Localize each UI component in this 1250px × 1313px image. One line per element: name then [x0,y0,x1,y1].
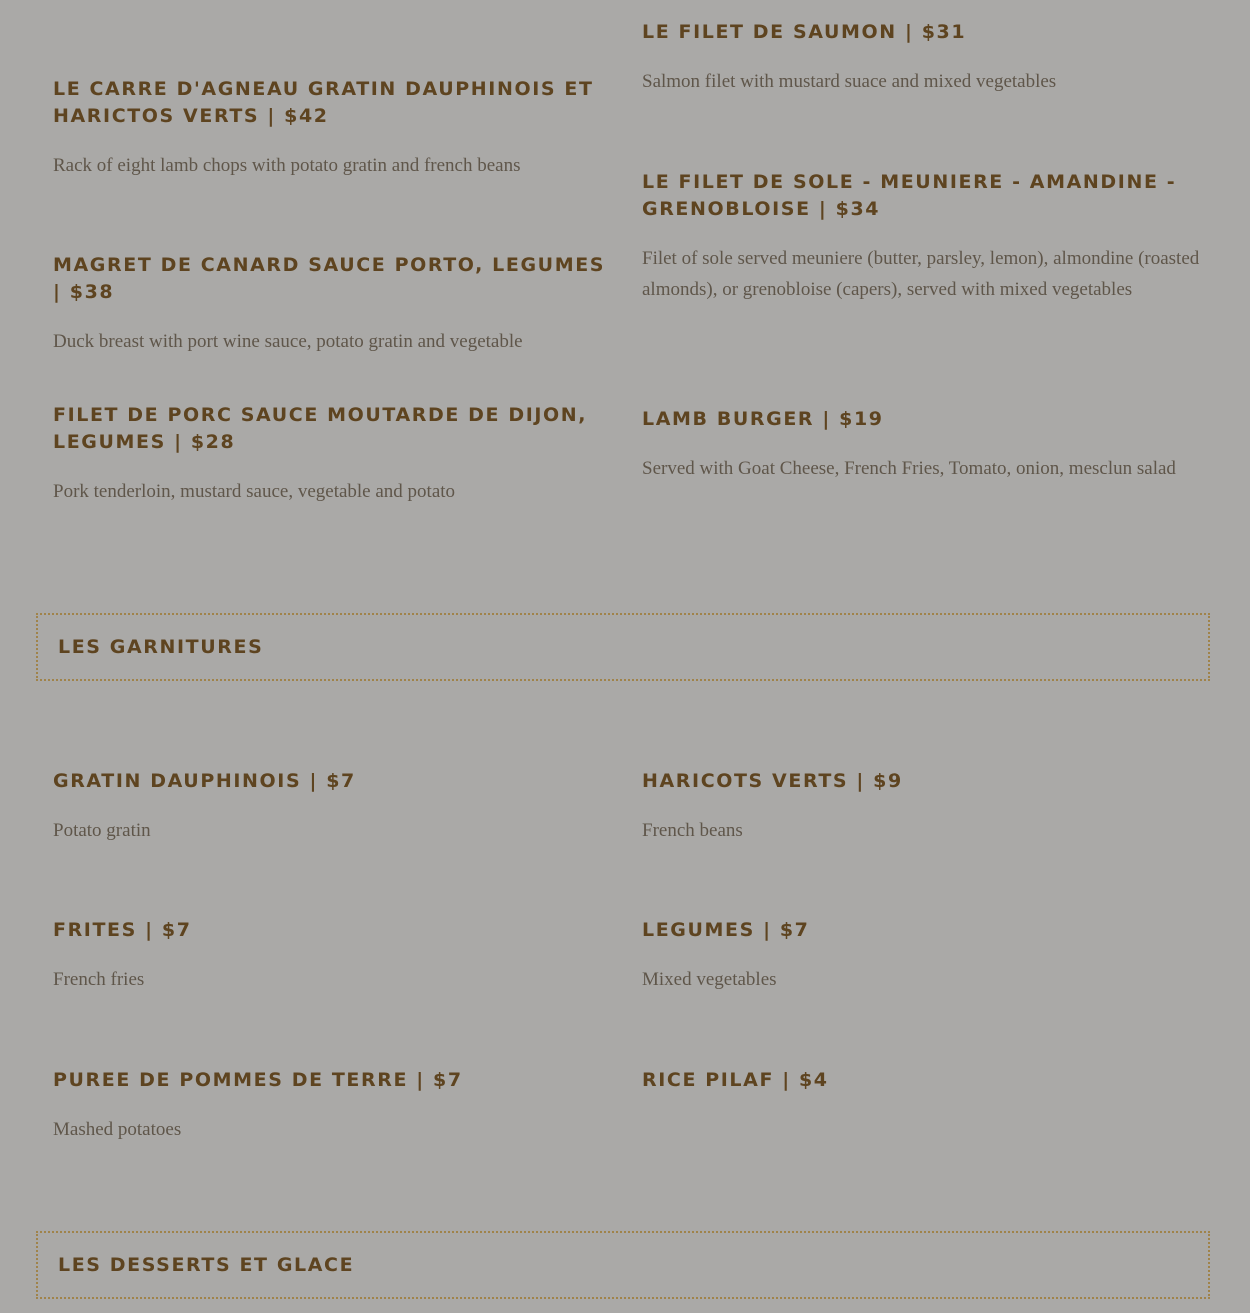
menu-item-title: GRATIN DAUPHINOIS | $7 [53,770,356,792]
menu-item-description: Salmon filet with mustard suace and mixed vegetables [642,71,1057,92]
menu-item-lamb-burger [642,406,1202,484]
section-title: LES DESSERTS ET GLACE [58,1254,355,1276]
menu-item-description: Mashed potatoes [53,1119,182,1140]
menu-item-title: LE FILET DE SAUMON | $31 [642,21,967,43]
menu-item-title: FILET DE PORC SAUCE MOUTARDE DE DIJON, LEGUMES | $28 [53,404,588,453]
menu-item-filet-sole [642,169,1202,305]
menu-item-description: Filet of sole served meuniere (butter, parsley, lemon), almondine (roasted almonds), or grenobloise (capers), served with mixed vegetables [642,248,1200,300]
menu-item-legumes [642,917,1202,995]
menu-item-description: Duck breast with port wine sauce, potato gratin and vegetable [53,331,523,352]
section-title: LES GARNITURES [58,636,264,658]
menu-item-filet-porc [53,402,613,507]
menu-item-description: Potato gratin [53,820,151,841]
menu-item-haricots-verts [642,768,1202,846]
menu-item-title: FRITES | $7 [53,919,192,941]
menu-item-filet-saumon [642,19,1202,97]
menu-item-title: LEGUMES | $7 [642,919,810,941]
menu-item-rice-pilaf [642,1067,1202,1094]
section-header-desserts [36,1231,1210,1299]
menu-item-description: French fries [53,969,145,990]
menu-item-title: LAMB BURGER | $19 [642,408,884,430]
menu-item-frites [53,917,613,995]
menu-item-title: RICE PILAF | $4 [642,1069,829,1091]
menu-item-title: LE FILET DE SOLE - MEUNIERE - AMANDINE - GRENOBLOISE | $34 [642,171,1177,220]
menu-item-puree [53,1067,613,1145]
menu-item-description: Rack of eight lamb chops with potato gratin and french beans [53,155,521,176]
menu-item-title: MAGRET DE CANARD SAUCE PORTO, LEGUMES | $38 [53,254,606,303]
menu-item-title: PUREE DE POMMES DE TERRE | $7 [53,1069,463,1091]
menu-item-description: Served with Goat Cheese, French Fries, Tomato, onion, mesclun salad [642,458,1176,479]
menu-item-gratin-dauphinois [53,768,613,846]
menu-item-title: LE CARRE D'AGNEAU GRATIN DAUPHINOIS ET HARICTOS VERTS | $42 [53,78,594,127]
menu-item-description: Mixed vegetables [642,969,777,990]
section-header-garnitures [36,613,1210,681]
menu-item-magret-canard [53,252,613,357]
menu-item-description: French beans [642,820,743,841]
menu-item-title: HARICOTS VERTS | $9 [642,770,903,792]
menu-item-description: Pork tenderloin, mustard sauce, vegetable and potato [53,481,456,502]
menu-item-carre-agneau [53,76,613,181]
